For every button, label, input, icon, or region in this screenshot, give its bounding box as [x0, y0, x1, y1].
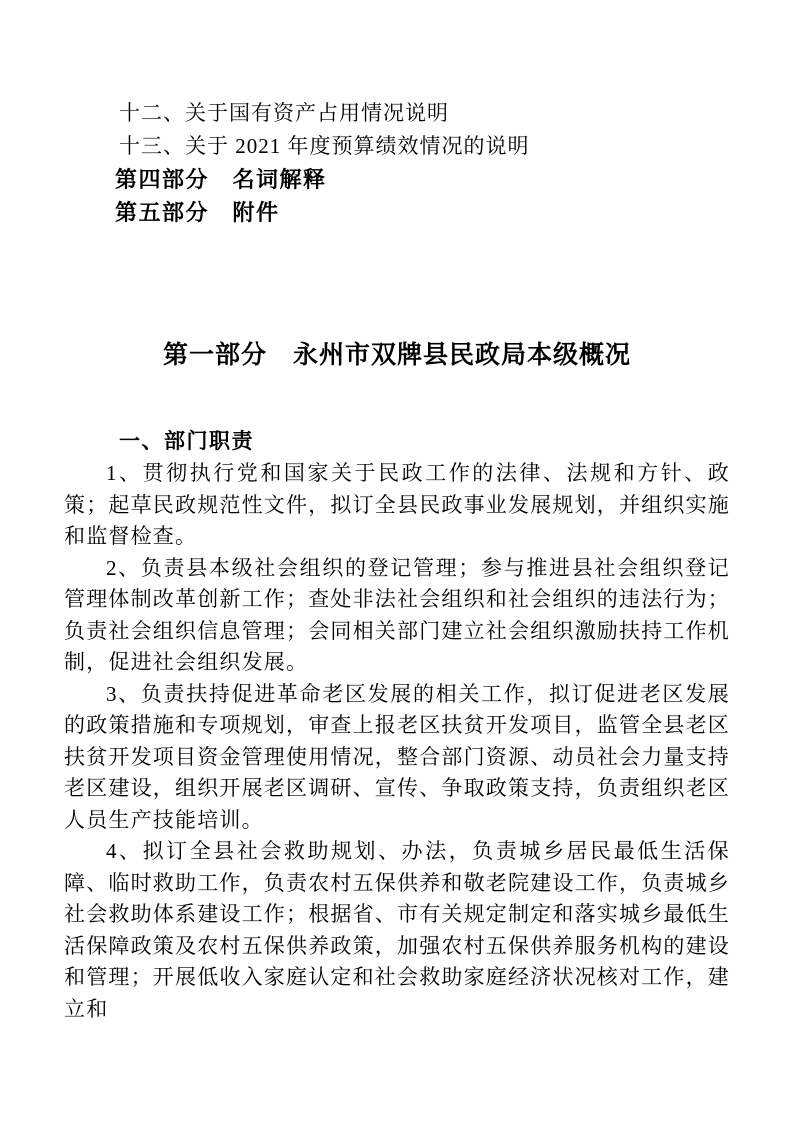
toc-part-four: 第四部分 名词解释: [115, 167, 327, 192]
duty-paragraph-3: 3、负责扶持促进革命老区发展的相关工作，拟订促进老区发展的政策措施和专项规划，审查上报老区扶贫开发项目，监管全县老区扶贫开发项目资金管理使用情况，整合部门资源、动员社会力量支持老区建设，组织开展老区调研、宣传、争取政策支持，负责组织老区人员生产技能培训。: [64, 681, 730, 832]
toc-item-13: 十三、关于 2021 年度预算绩效情况的说明: [119, 134, 530, 158]
toc-part-five: 第五部分 附件: [115, 200, 280, 225]
toc-item-12: 十二、关于国有资产占用情况说明: [119, 101, 449, 125]
duty-paragraph-2: 2、负责县本级社会组织的登记管理；参与推进县社会组织登记管理体制改革创新工作；查处非法社会组织和社会组织的违法行为；负责社会组织信息管理；会同相关部门建立社会组织激励扶持工作机制，促进社会组织发展。: [64, 555, 730, 674]
duties-heading: 一、部门职责: [119, 429, 254, 453]
duties-body: [64, 458, 730, 1025]
duty-paragraph-4: 4、拟订全县社会救助规划、办法，负责城乡居民最低生活保障、临时救助工作，负责农村五保供养和敬老院建设工作，负责城乡社会救助体系建设工作；根据省、市有关规定制定和落实城乡最低生活保障政策及农村五保供养政策，加强农村五保供养服务机构的建设和管理；开展低收入家庭认定和社会救助家庭经济状况核对工作，建立和: [64, 839, 730, 1021]
section-title: 第一部分 永州市双牌县民政局本级概况: [162, 342, 631, 369]
duty-paragraph-1: 1、贯彻执行党和国家关于民政工作的法律、法规和方针、政策；起草民政规范性文件，拟订全县民政事业发展规划，并组织实施和监督检查。: [64, 461, 730, 548]
table-of-contents: [64, 97, 730, 229]
